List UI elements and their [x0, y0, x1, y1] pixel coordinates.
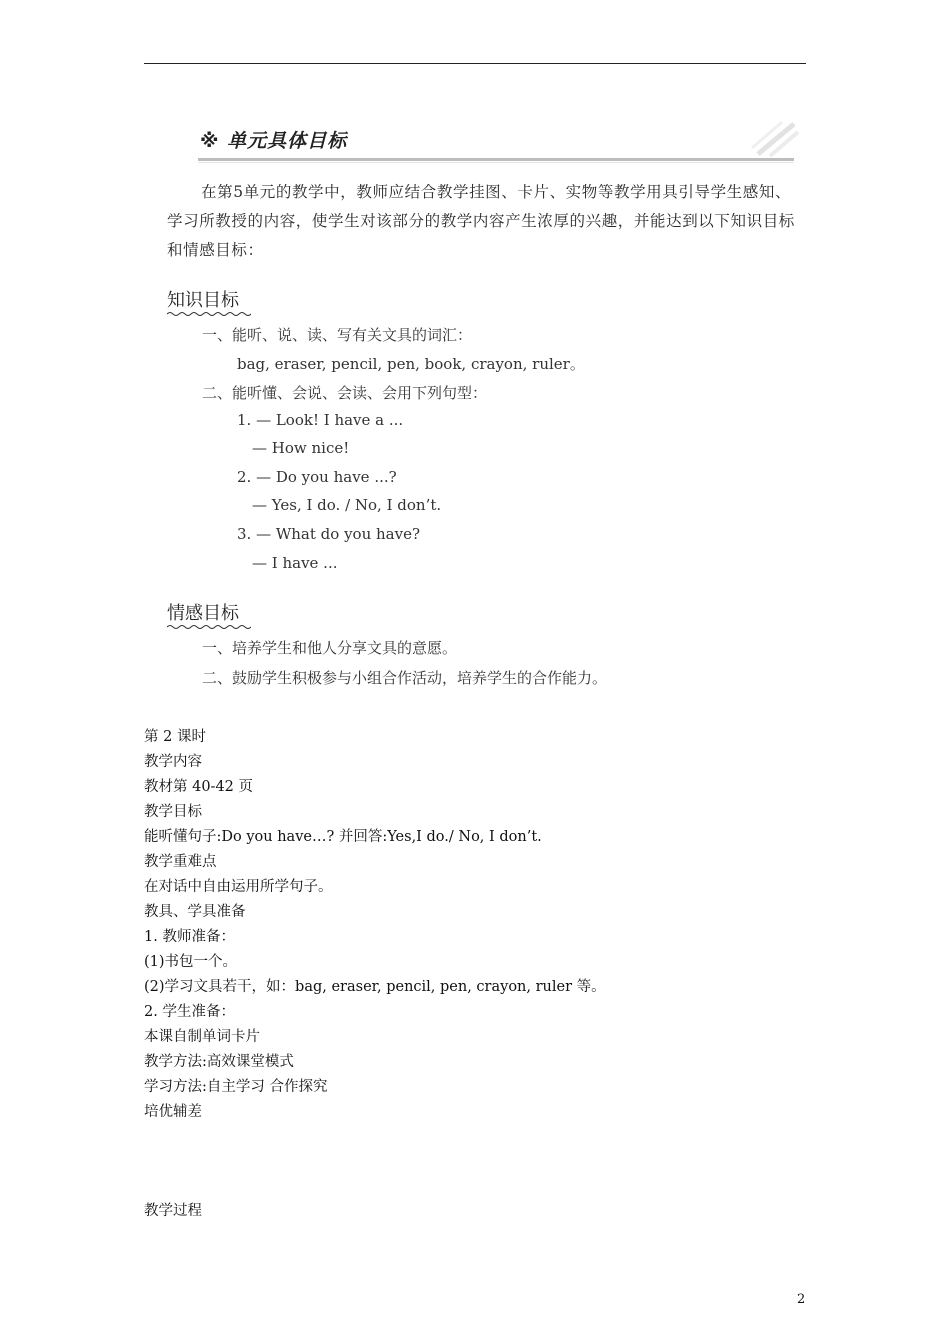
wavy-underline — [167, 624, 251, 629]
sentence-2b: — Yes, I do. / No, I don’t. — [252, 496, 442, 514]
student-prep-text: 本课自制单词卡片 — [144, 1029, 260, 1045]
sentence-1b: — How nice! — [252, 439, 350, 457]
vocabulary-list: bag, eraser, pencil, pen, book, crayon, ruler。 — [237, 355, 585, 373]
sentence-1a: 1. — Look! I have a ... — [237, 411, 404, 429]
unit-objectives-title: ※ 单元具体目标 — [200, 130, 348, 152]
scanned-textbook-excerpt — [160, 118, 800, 698]
intro-paragraph: 在第5单元的教学中，教师应结合教学挂图、卡片、实物等教学用具引导学生感知、学习所教授的内容，使学生对该部分的教学内容产生浓厚的兴趣，并能达到以下知识目标和情感目标： — [167, 183, 795, 259]
emotion-item-2: 二、鼓励学生积极参与小组合作活动，培养学生的合作能力。 — [202, 669, 608, 687]
emotion-goals-heading: 情感目标 — [167, 603, 239, 624]
lesson-number: 第 2 课时 — [144, 729, 206, 745]
header-rule — [144, 63, 806, 64]
teaching-goals-text: 能听懂句子:Do you have…? 并回答:Yes,I do./ No, I don’t. — [144, 829, 542, 845]
knowledge-item-1: 一、能听、说、读、写有关文具的词汇： — [202, 326, 473, 344]
teacher-prep-item-1: (1)书包一个。 — [144, 954, 238, 970]
student-prep-heading: 2. 学生准备： — [144, 1004, 235, 1020]
sentence-3b: — I have ... — [252, 554, 338, 572]
title-underline-light — [198, 162, 794, 163]
teaching-process-heading: 教学过程 — [144, 1203, 202, 1219]
materials-heading: 教具、学具准备 — [144, 904, 246, 920]
knowledge-item-2: 二、能听懂、会说、会读、会用下列句型： — [202, 384, 488, 402]
differentiated-support: 培优辅差 — [144, 1104, 202, 1120]
knowledge-goals-heading: 知识目标 — [167, 290, 239, 311]
sentence-2a: 2. — Do you have ...? — [237, 468, 397, 486]
learning-method: 学习方法:自主学习 合作探究 — [144, 1079, 328, 1095]
teaching-goals-heading: 教学目标 — [144, 804, 202, 820]
teaching-content-heading: 教学内容 — [144, 754, 202, 770]
teacher-prep-item-2: (2)学习文具若干，如：bag, eraser, pencil, pen, crayon, ruler 等。 — [144, 979, 606, 995]
wavy-underline — [167, 311, 251, 316]
textbook-pages: 教材第 40-42 页 — [144, 779, 254, 795]
key-points-text: 在对话中自由运用所学句子。 — [144, 879, 333, 895]
corner-decoration — [750, 118, 800, 158]
page-number: 2 — [797, 1292, 806, 1307]
key-points-heading: 教学重难点 — [144, 854, 217, 870]
sentence-3a: 3. — What do you have? — [237, 525, 420, 543]
title-underline — [198, 158, 794, 161]
teaching-method: 教学方法:高效课堂模式 — [144, 1054, 294, 1070]
emotion-item-1: 一、培养学生和他人分享文具的意愿。 — [202, 639, 458, 657]
teacher-prep-heading: 1. 教师准备： — [144, 929, 235, 945]
